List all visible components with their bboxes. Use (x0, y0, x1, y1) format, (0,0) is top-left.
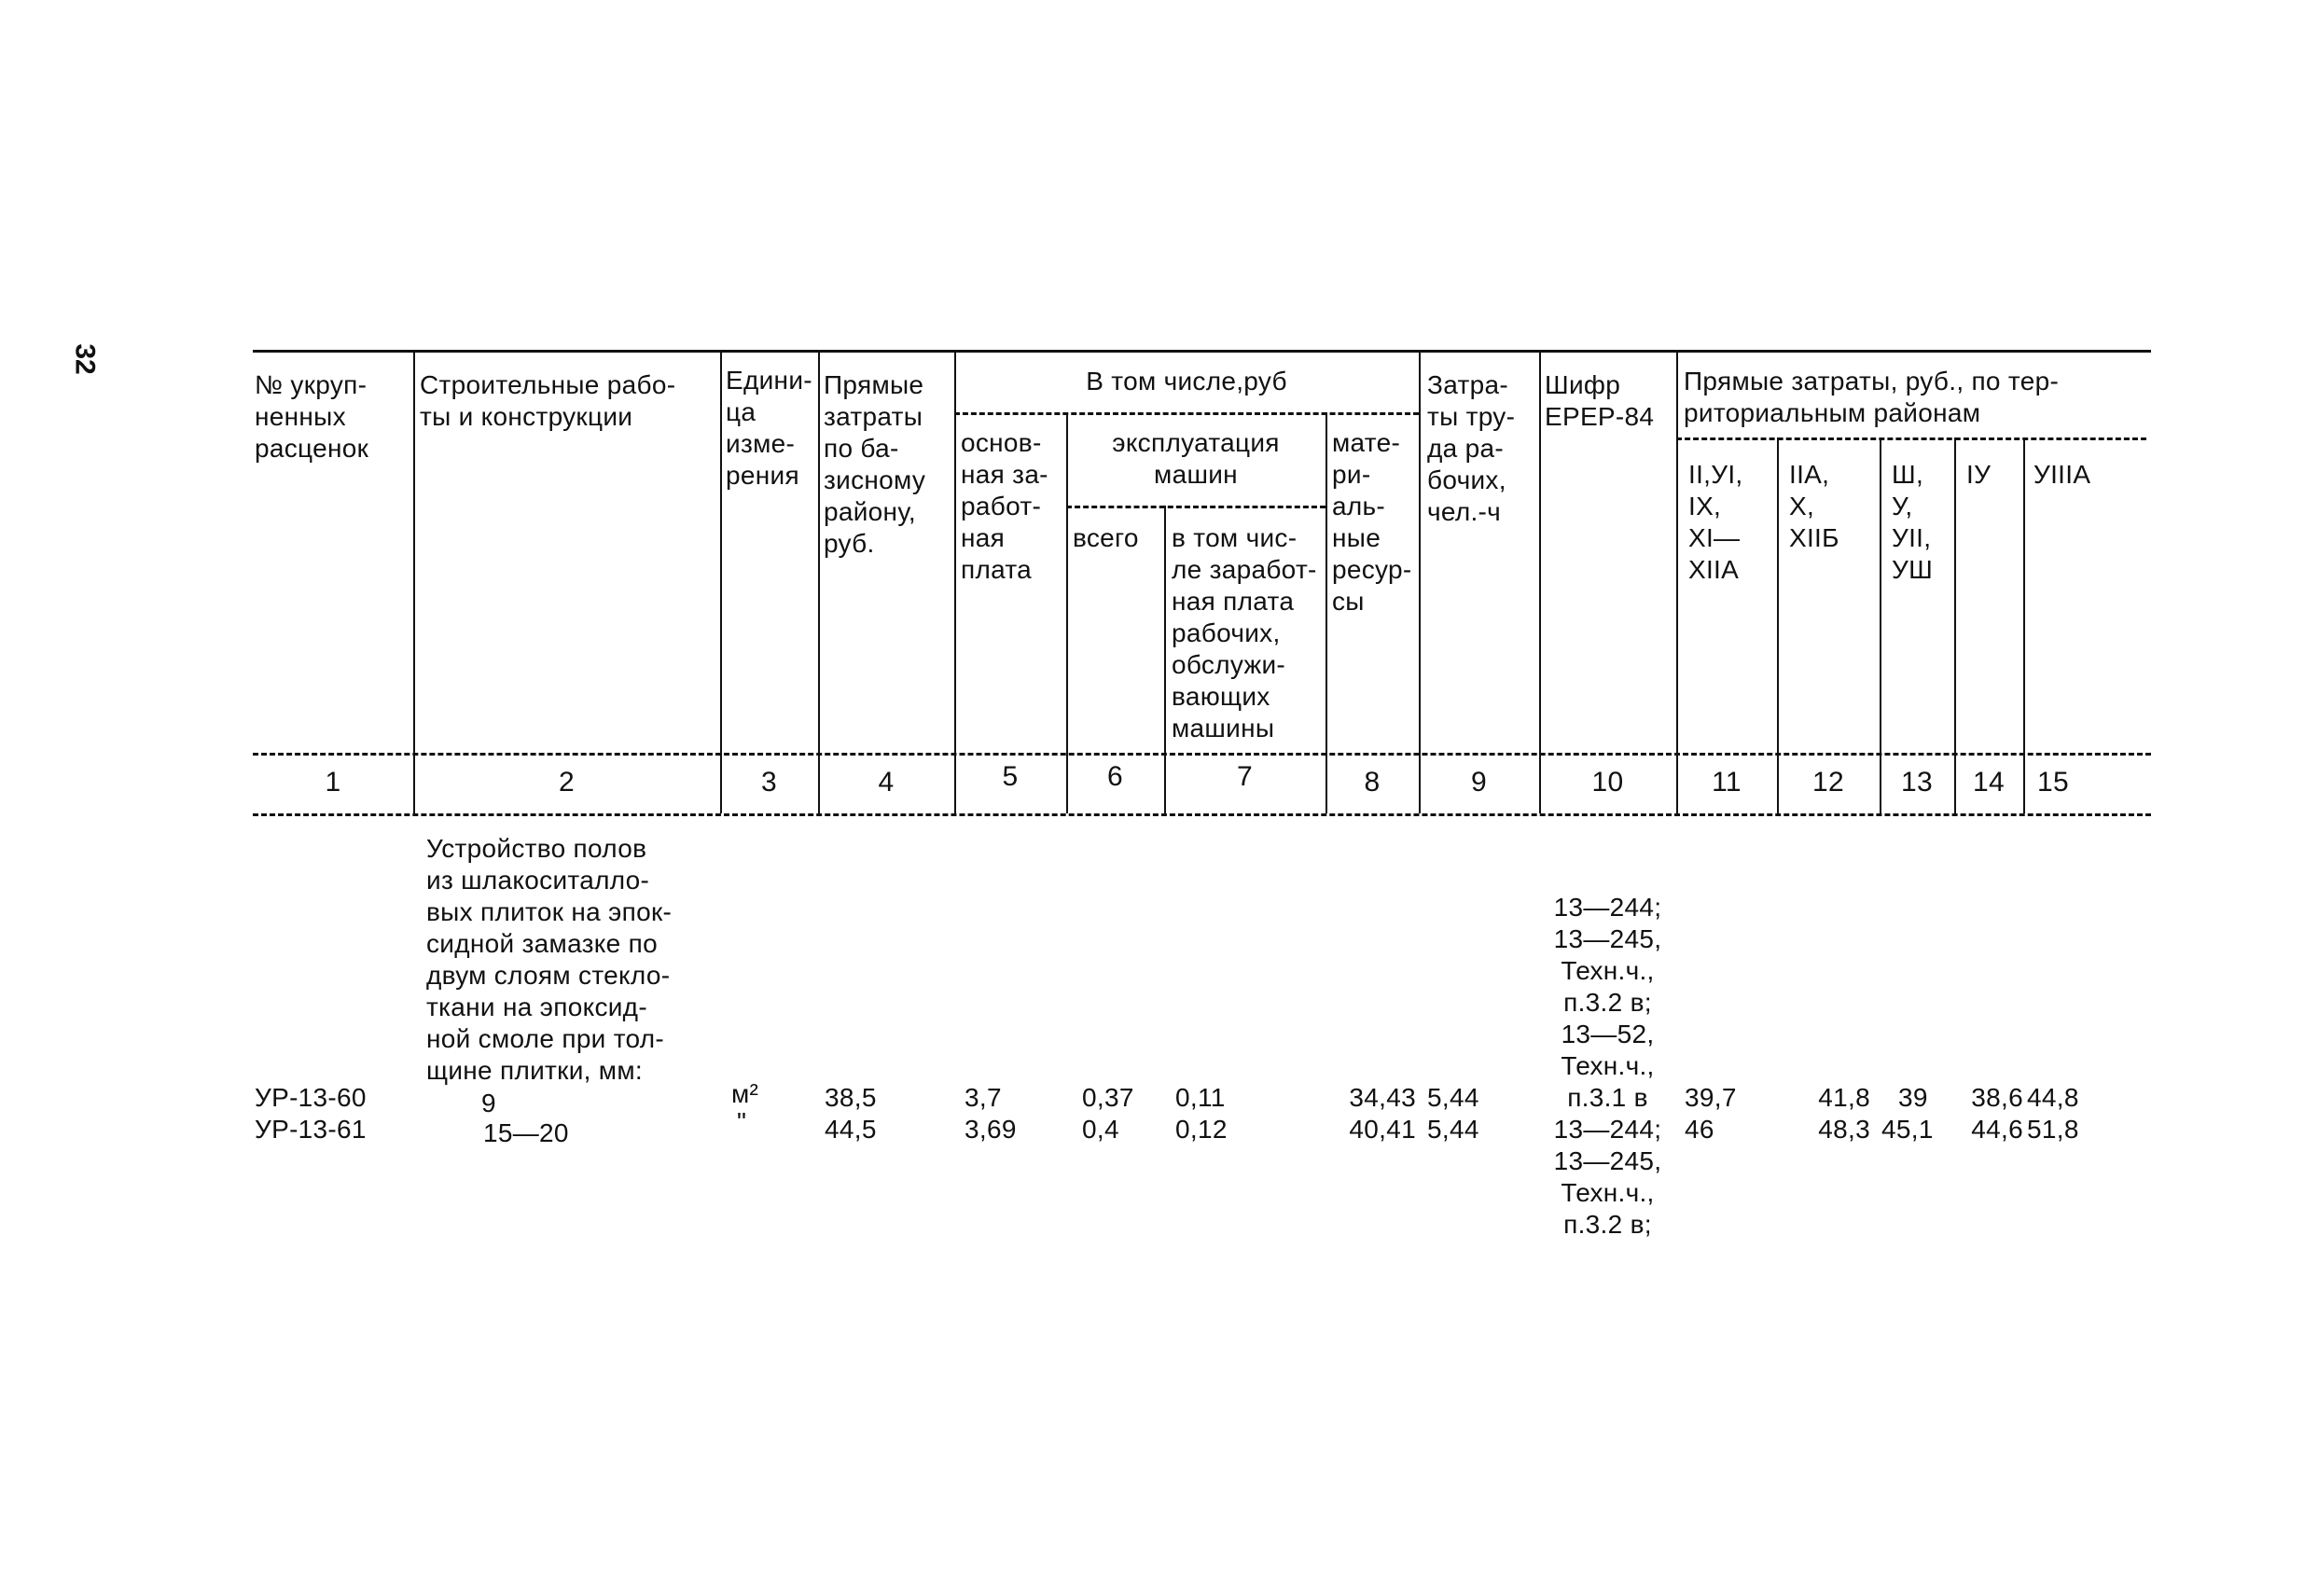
row-unit: " (737, 1107, 747, 1136)
column-number: 11 (1712, 767, 1742, 798)
page-number: 32 (69, 343, 101, 375)
column-number: 5 (1002, 761, 1019, 792)
header-work: Строительные рабо- ты и конструкции (420, 370, 676, 431)
header-region-15: УIIIА (2033, 460, 2091, 489)
row-region-15: 51,8 (2027, 1115, 2079, 1144)
header-mach-wage: в том чис- ле заработ- ная плата рабочих, обслужи- вающих машины (1172, 523, 1317, 742)
column-number: 10 (1591, 767, 1624, 798)
row-wage: 3,69 (965, 1115, 1017, 1144)
row-unit: м² (731, 1079, 759, 1108)
row-region-12: 48,3 (1818, 1115, 1870, 1144)
header-labor: Затра- ты тру- да ра- бочих, чел.-ч (1427, 370, 1516, 526)
row-region-13: 39 (1898, 1083, 1928, 1112)
row-region-11: 39,7 (1685, 1083, 1737, 1112)
header-region-11: II,УI, IX, XI— XIIА (1688, 460, 1743, 584)
row-region-15: 44,8 (2027, 1083, 2079, 1112)
cipher-references-before: 13—244; 13—245, Техн.ч., п.3.2 в; 13—52, Техн.ч., (1553, 893, 1662, 1080)
col-divider (1880, 437, 1881, 813)
col-divider (954, 350, 956, 813)
column-number: 15 (2037, 767, 2069, 798)
header-group-vtom: В том числе,руб (1086, 367, 1287, 396)
header-region-12: IIА, X, XIIБ (1789, 460, 1839, 552)
cipher-references-after: 13—245, Техн.ч., п.3.2 в; (1553, 1146, 1662, 1239)
header-cipher: Шифр ЕРЕР-84 (1545, 370, 1655, 431)
section-title: Устройство полов из шлакоситалло- вых плиток на эпок- сидной замазке по двум слоям стекло- ткани на эпоксид- ной смоле при тол- щине плитки, мм: (426, 834, 673, 1085)
row-labor: 5,44 (1427, 1083, 1479, 1112)
header-mach-total: всего (1073, 523, 1139, 552)
column-number: 2 (559, 767, 575, 798)
col-divider (413, 350, 415, 813)
row-mach-total: 0,4 (1082, 1115, 1119, 1144)
row-region-12: 41,8 (1818, 1083, 1870, 1112)
row-region-14: 38,6 (1971, 1083, 2023, 1112)
column-number: 12 (1812, 767, 1844, 798)
column-number: 7 (1237, 761, 1253, 792)
header-direct-cost: Прямые затраты по ба- зисному району, руб. (824, 370, 926, 558)
header-group-regions: Прямые затраты, руб., по тер- риториальным районам (1684, 367, 2060, 427)
col-divider (720, 350, 722, 813)
row-mach-wage: 0,11 (1175, 1083, 1226, 1112)
header-wage: основ- ная за- работ- ная плата (961, 428, 1048, 584)
row-mach-wage: 0,12 (1175, 1115, 1228, 1144)
group-rule-expl (1066, 506, 1325, 508)
table-top-rule (253, 350, 2151, 353)
row-direct: 44,5 (825, 1115, 877, 1144)
header-materials: мате- ри- аль- ные ресур- сы (1332, 428, 1412, 616)
col-divider (1539, 350, 1541, 813)
column-number: 9 (1471, 767, 1487, 798)
col-divider (1419, 350, 1421, 813)
header-region-13: Ш, У, УII, УШ (1892, 460, 1934, 584)
column-number: 1 (325, 767, 341, 798)
column-number: 13 (1901, 767, 1933, 798)
header-unit: Едини- ца изме- рения (726, 366, 812, 490)
column-number: 3 (761, 767, 777, 798)
row-wage: 3,7 (965, 1083, 1002, 1112)
header-bottom-rule (253, 753, 2151, 756)
row-work: 9 (481, 1089, 496, 1117)
row-materials: 40,41 (1349, 1115, 1416, 1144)
row-mach-total: 0,37 (1082, 1083, 1134, 1112)
header-region-14: IУ (1966, 460, 1992, 489)
col-divider (1954, 437, 1956, 813)
col-divider (2023, 437, 2025, 813)
header-group-expl: эксплуатация машин (1112, 428, 1280, 489)
column-number: 6 (1107, 761, 1123, 792)
col-divider (1676, 350, 1678, 813)
column-number: 8 (1364, 767, 1381, 798)
col-divider (1777, 437, 1779, 813)
group-rule-vtom (954, 412, 1419, 415)
row-region-11: 46 (1685, 1115, 1714, 1144)
row-direct: 38,5 (825, 1083, 877, 1112)
column-number: 4 (878, 767, 895, 798)
row-code: УР-13-61 (255, 1115, 367, 1144)
colnum-bottom-rule (253, 813, 2151, 816)
row-code: УР-13-60 (255, 1083, 367, 1112)
col-divider (818, 350, 820, 813)
group-rule-regions (1676, 437, 2146, 440)
row-region-13: 45,1 (1881, 1115, 1934, 1144)
row-materials: 34,43 (1349, 1083, 1416, 1112)
row-region-14: 44,6 (1971, 1115, 2023, 1144)
header-code: № укруп- ненных расценок (255, 370, 369, 463)
row-cipher: 13—244; (1553, 1115, 1662, 1144)
col-divider (1325, 412, 1327, 813)
row-cipher: п.3.1 в (1567, 1083, 1648, 1112)
row-work: 15—20 (483, 1118, 569, 1147)
row-labor: 5,44 (1427, 1115, 1479, 1144)
column-number: 14 (1973, 767, 2005, 798)
